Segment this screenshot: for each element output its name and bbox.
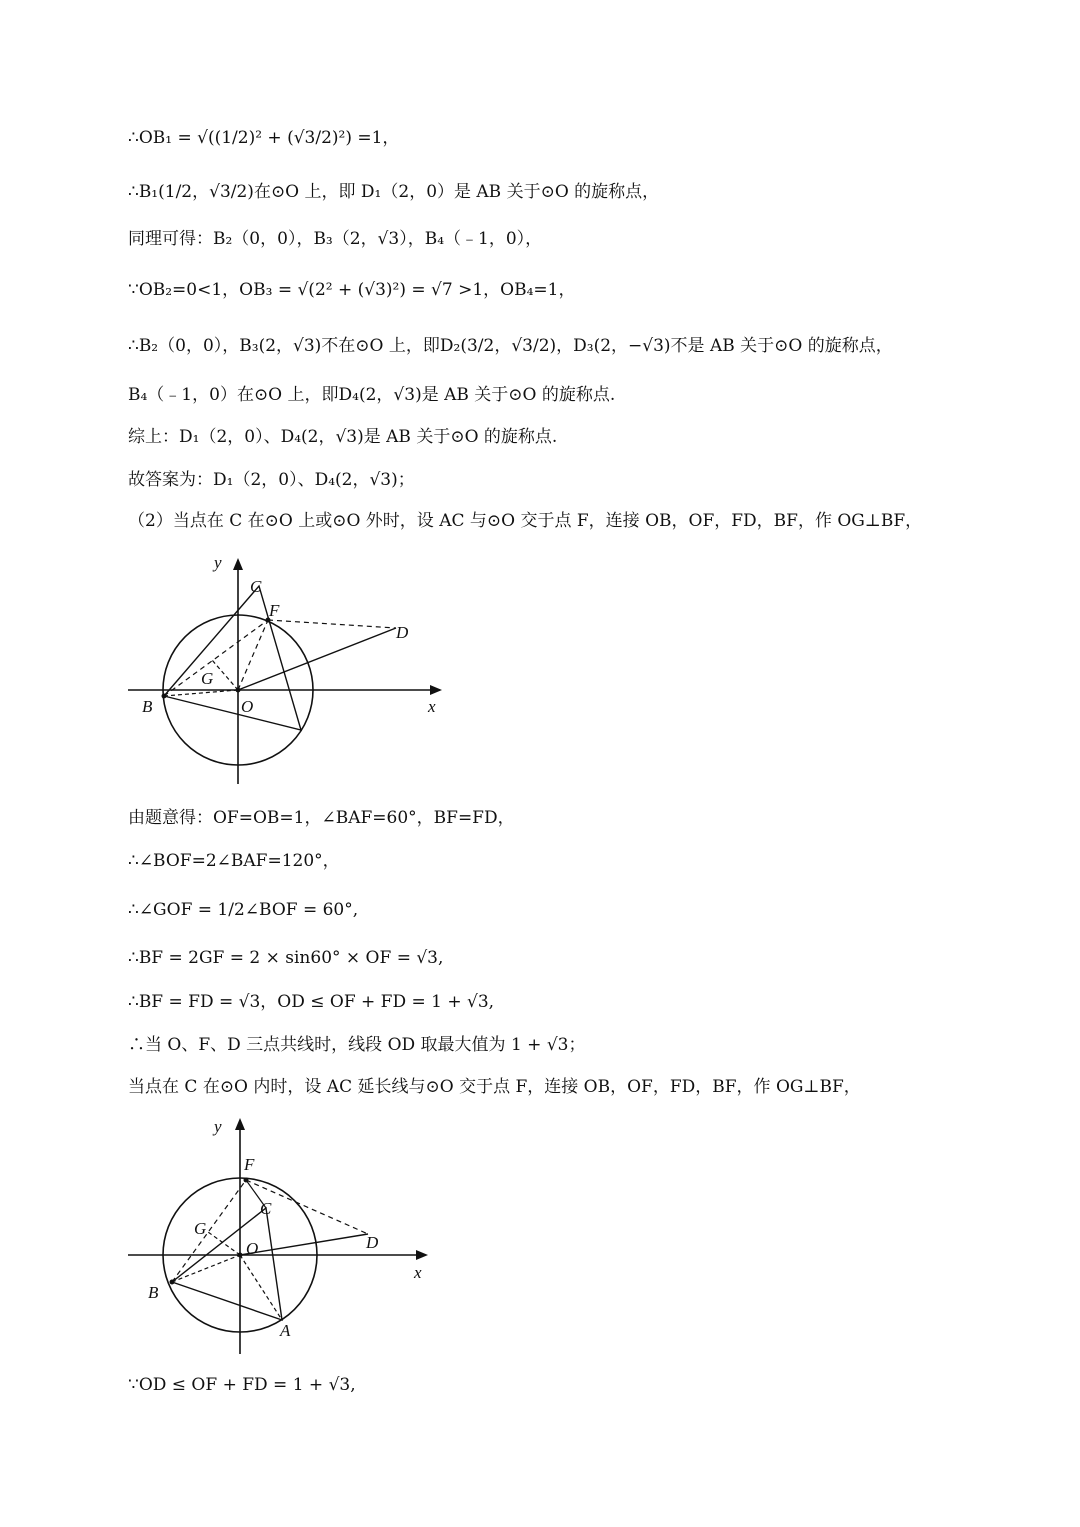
fig2-label-d: D <box>366 1233 379 1252</box>
geometry-figure-2 <box>128 1110 448 1360</box>
text-line-17: ∵OD ≤ OF + FD = 1 + √3, <box>128 1375 356 1395</box>
text-line-13: ∴BF = 2GF = 2 × sin60° × OF = √3, <box>128 948 444 968</box>
fig1-label-b: B <box>142 697 153 716</box>
text-line-5: ∴B₂（0，0），B₃(2，√3)不在⊙O 上，即D₂(3/2，√3/2)，D₃(2，−√3)不是 AB 关于⊙O 的旋称点， <box>128 336 893 356</box>
fig1-label-f: F <box>269 601 280 620</box>
fig1-label-x: x <box>428 697 436 716</box>
fig2-label-c: C <box>260 1199 272 1218</box>
fig1-label-d: D <box>396 623 409 642</box>
geometry-figure-1 <box>128 548 448 788</box>
text-line-15: ∴当 O、F、D 三点共线时，线段 OD 取最大值为 1 + √3； <box>128 1035 586 1055</box>
fig2-label-b: B <box>148 1283 159 1302</box>
fig1-label-o: O <box>241 697 254 716</box>
text-line-4: ∵OB₂=0<1，OB₃ = √(2² + (√3)²) = √7 >1，OB₄=1， <box>128 280 576 300</box>
text-line-7: 综上：D₁（2，0）、D₄(2，√3)是 AB 关于⊙O 的旋称点. <box>128 427 558 447</box>
text-line-6: B₄（﹣1，0）在⊙O 上，即D₄(2，√3)是 AB 关于⊙O 的旋称点. <box>128 385 616 405</box>
text-line-14: ∴BF = FD = √3，OD ≤ OF + FD = 1 + √3, <box>128 992 495 1012</box>
text-line-11: ∴∠BOF=2∠BAF=120°， <box>128 851 340 871</box>
text-line-10: 由题意得：OF=OB=1，∠BAF=60°，BF=FD， <box>128 808 515 828</box>
fig2-label-g: G <box>194 1219 207 1238</box>
fig2-label-a: A <box>280 1321 291 1340</box>
text-line-2: ∴B₁(1/2，√3/2)在⊙O 上，即 D₁（2，0）是 AB 关于⊙O 的旋称点， <box>128 182 660 202</box>
fig2-label-x: x <box>414 1263 422 1282</box>
text-line-9: （2）当点在 C 在⊙O 上或⊙O 外时，设 AC 与⊙O 交于点 F，连接 OB，OF，FD，BF，作 OG⊥BF， <box>128 511 923 531</box>
text-line-12: ∴∠GOF = 1/2∠BOF = 60°, <box>128 900 359 920</box>
text-line-1: ∴OB₁ = √((1/2)² + (√3/2)²) =1， <box>128 128 400 148</box>
fig2-label-f: F <box>244 1155 255 1174</box>
fig1-label-y: y <box>214 553 222 572</box>
fig2-label-o: O <box>246 1239 259 1258</box>
text-line-16: 当点在 C 在⊙O 内时，设 AC 延长线与⊙O 交于点 F，连接 OB，OF，FD，BF，作 OG⊥BF， <box>128 1077 861 1097</box>
fig2-label-y: y <box>214 1117 222 1136</box>
text-line-3: 同理可得：B₂（0，0），B₃（2，√3），B₄（﹣1，0）， <box>128 229 543 249</box>
fig1-label-c: C <box>250 577 262 596</box>
text-line-8: 故答案为：D₁（2，0）、D₄(2，√3)； <box>128 470 415 490</box>
fig1-label-g: G <box>201 669 214 688</box>
